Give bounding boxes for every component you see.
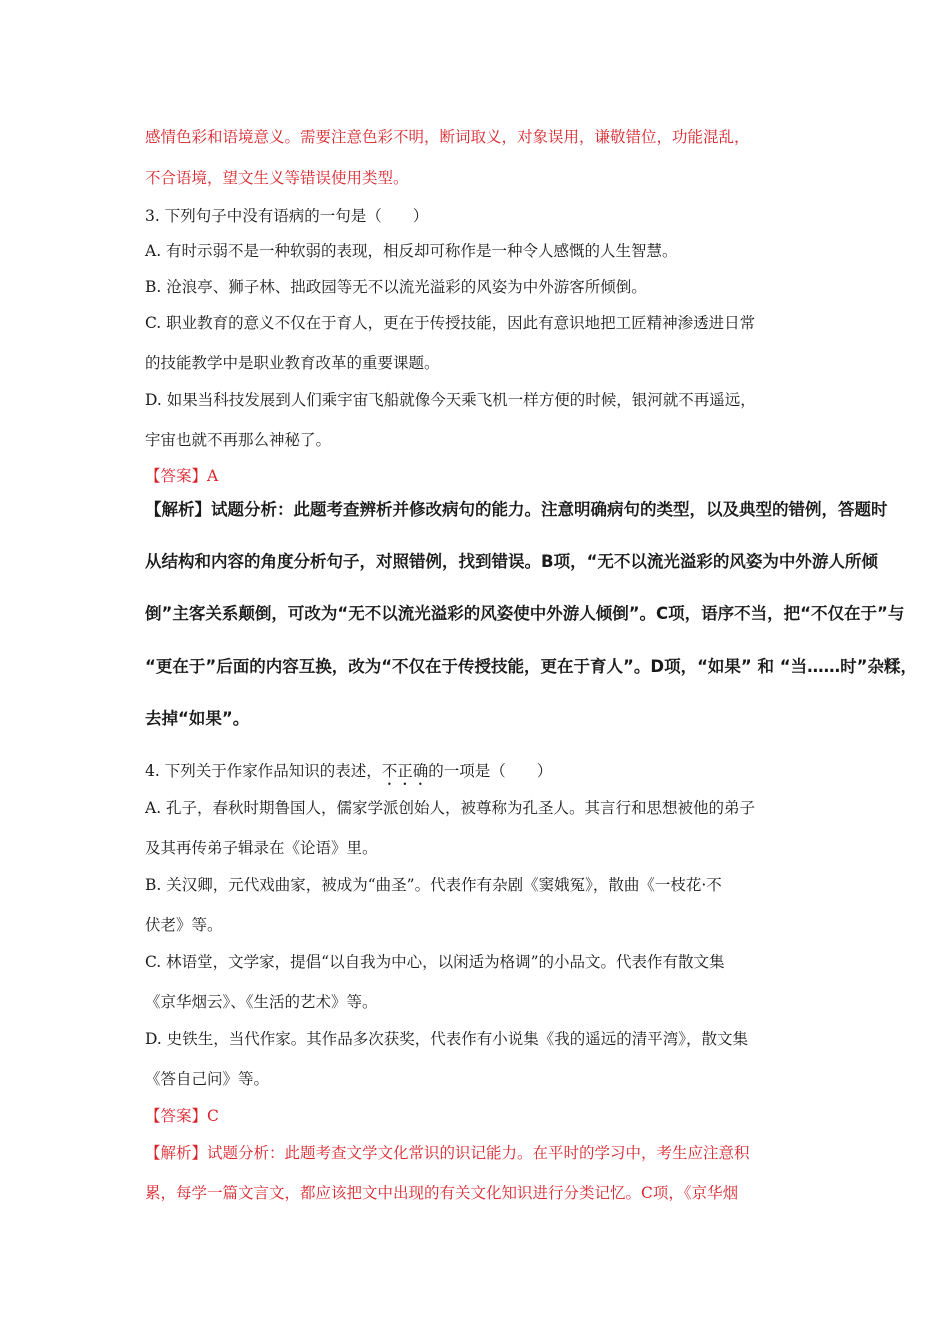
q3-option-a: A. 有时示弱不是一种软弱的表现，相反却可称作是一种令人感慨的人生智慧。 — [145, 242, 678, 260]
answer-tag: 【答案】 — [145, 467, 208, 485]
analysis-tag: 【解析】 — [145, 500, 211, 519]
q4-analysis-line-1: 【解析】试题分析：此题考查文学文化常识的识记能力。在平时的学习中，考生应注意积 — [145, 1144, 750, 1162]
q4-analysis-line-2: 累，每学一篇文言文，都应该把文中出现的有关文化知识进行分类记忆。C项，《京华烟 — [145, 1184, 739, 1202]
q4-option-c-line-1: C. 林语堂，文学家，提倡“以自我为中心，以闲适为格调”的小品文。代表作有散文集 — [145, 953, 725, 971]
intro-line-2: 不合语境，望文生义等错误使用类型。 — [145, 169, 409, 187]
q4-option-d-line-1: D. 史铁生，当代作家。其作品多次获奖，代表作有小说集《我的遥远的清平湾》，散文集 — [145, 1030, 748, 1048]
q3-stem: 3. 下列句子中没有语病的一句是（ ） — [145, 207, 429, 225]
intro-line-1: 感情色彩和语境意义。需要注意色彩不明，断词取义，对象误用，谦敬错位，功能混乱， — [145, 128, 750, 146]
q4-option-b-line-1: B. 关汉卿，元代戏曲家，被成为“曲圣”。代表作有杂剧《窦娥冤》，散曲《一枝花·不 — [145, 876, 722, 894]
q4-option-b-line-2: 伏老》等。 — [145, 916, 223, 934]
answer-value: C — [207, 1107, 219, 1125]
answer-value: A — [207, 467, 219, 485]
q3-option-d-line-2: 宇宙也就不再那么神秘了。 — [145, 431, 332, 449]
q4-answer — [145, 1105, 219, 1127]
q4-option-a-line-2: 及其再传弟子辑录在《论语》里。 — [145, 839, 378, 857]
q3-analysis-line-3: 倒”主客关系颠倒，可改为“无不以流光溢彩的风姿使中外游人倾倒”。C项，语序不当，把“不仅在于”与 — [145, 604, 905, 623]
q4-stem: 4. 下列关于作家作品知识的表述，不正确的一项是（ ） — [145, 762, 553, 780]
analysis-tag: 【解析】 — [145, 1144, 208, 1162]
q3-option-d-line-1: D. 如果当科技发展到人们乘宇宙飞船就像今天乘飞机一样方便的时候，银河就不再遥远， — [145, 391, 756, 409]
q3-analysis-line-4: “更在于”后面的内容互换，改为“不仅在于传授技能，更在于育人”。D项，“如果” 和 “当……时”杂糅， — [145, 657, 917, 676]
q3-analysis-line-2: 从结构和内容的角度分析句子，对照错例，找到错误。B项，“无不以流光溢彩的风姿为中外游人所倾 — [145, 552, 878, 571]
q3-analysis-line-5: 去掉“如果”。 — [145, 709, 250, 728]
answer-tag: 【答案】 — [145, 1107, 208, 1125]
q3-option-b: B. 沧浪亭、狮子林、拙政园等无不以流光溢彩的风姿为中外游客所倾倒。 — [145, 278, 647, 296]
q3-analysis-line-1: 【解析】试题分析：此题考查辨析并修改病句的能力。注意明确病句的类型，以及典型的错例，答题时 — [145, 500, 888, 519]
q3-option-c-line-2: 的技能教学中是职业教育改革的重要课题。 — [145, 354, 440, 372]
emphasized-not-correct: 不正确 — [381, 762, 429, 780]
q3-option-c-line-1: C. 职业教育的意义不仅在于育人，更在于传授技能，因此有意识地把工匠精神渗透进日常 — [145, 314, 756, 332]
q4-option-d-line-2: 《答自己问》等。 — [145, 1070, 270, 1088]
q4-option-a-line-1: A. 孔子，春秋时期鲁国人，儒家学派创始人，被尊称为孔圣人。其言行和思想被他的弟子 — [145, 799, 756, 817]
q3-answer — [145, 465, 218, 487]
q4-option-c-line-2: 《京华烟云》、《生活的艺术》等。 — [145, 993, 378, 1011]
